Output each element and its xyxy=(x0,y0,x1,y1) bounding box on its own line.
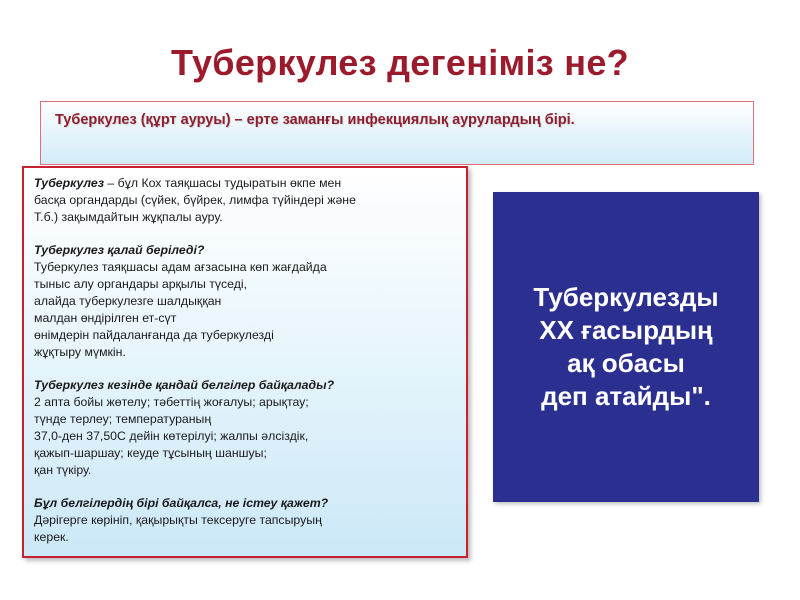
definition-line-1 xyxy=(34,175,456,192)
definition-text-1: – бұл Кох таяқшасы тудыратын өкпе мен xyxy=(103,176,342,190)
transmission-line-4: малдан өндірілген ет-сүт xyxy=(34,311,177,325)
symptoms-line-2: түнде терлеу; температураның xyxy=(34,412,212,426)
transmission-line-1: Туберкулез таяқшасы адам ағзасына көп жағдайда xyxy=(34,260,327,274)
symptoms-line-4: қажып-шаршау; кеуде тұсының шаншуы; xyxy=(34,446,267,460)
transmission-line-3: алайда туберкулезге шалдыққан xyxy=(34,294,222,308)
transmission-line-2: тыныс алу органдары арқылы түседі, xyxy=(34,277,248,291)
definition-line-3: Т.б.) зақымдайтын жұқпалы ауру. xyxy=(34,210,223,224)
symptoms-line-1: 2 апта бойы жөтелу; тәбеттің жоғалуы; арықтау; xyxy=(34,395,309,409)
info-panel xyxy=(22,166,468,558)
slide-title: Туберкулез дегеніміз не? xyxy=(171,42,629,83)
action-question: Бұл белгілердің бірі байқалса, не істеу қажет? xyxy=(34,496,329,510)
definition-paragraph xyxy=(34,175,456,226)
subtitle-box xyxy=(40,101,754,165)
transmission-line-6: жұқтыру мүмкін. xyxy=(34,345,126,359)
definition-line-2: басқа органдарды (сүйек, бүйрек, лимфа түйіндері және xyxy=(34,193,356,207)
transmission-paragraph xyxy=(34,242,456,361)
action-paragraph xyxy=(34,495,456,546)
transmission-line-5: өнімдерін пайдаланғанда да туберкулезді xyxy=(34,328,274,342)
quote-line-3: ақ обасы xyxy=(567,348,685,378)
quote-line-1: Туберкулезды xyxy=(533,282,719,312)
subtitle-text: Туберкулез (құрт ауруы) – ерте заманғы инфекциялық аурулардың бірі. xyxy=(55,112,575,128)
quote-line-4: деп атайды". xyxy=(541,381,711,411)
action-line-1: Дәрігерге көрініп, қақырықты тексеруге тапсыруың xyxy=(34,513,322,527)
symptoms-question: Туберкулез кезінде қандай белгілер байқалады? xyxy=(34,378,335,392)
symptoms-paragraph xyxy=(34,377,456,479)
definition-term: Туберкулез xyxy=(34,176,104,190)
symptoms-line-3: 37,0-ден 37,50С дейін көтерілуі; жалпы әлсіздік, xyxy=(34,429,309,443)
quote-line-2: ХХ ғасырдың xyxy=(539,315,713,345)
quote-panel xyxy=(493,192,759,502)
symptoms-line-5: қан түкіру. xyxy=(34,463,92,477)
action-line-2: керек. xyxy=(34,530,69,544)
transmission-question: Туберкулез қалай беріледі? xyxy=(34,243,205,257)
